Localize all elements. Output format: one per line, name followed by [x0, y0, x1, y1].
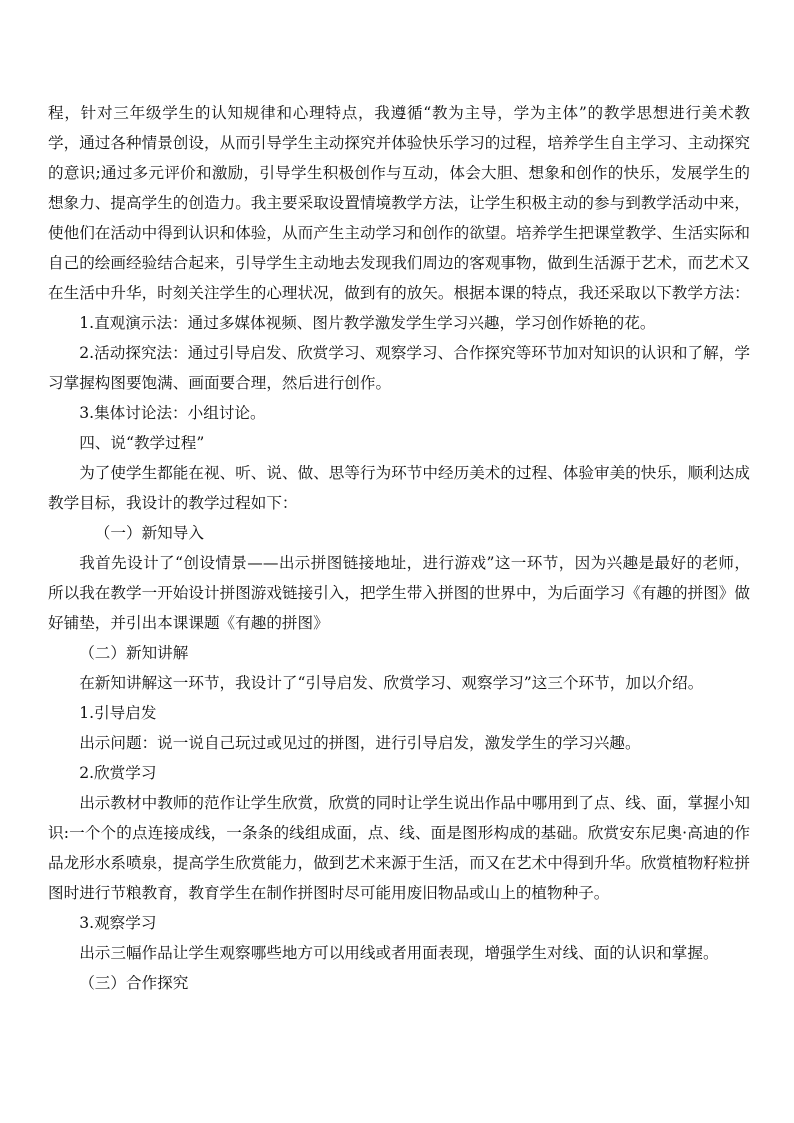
paragraph-observe: 出示三幅作品让学生观察哪些地方可以用线或者用面表现，增强学生对线、面的认识和掌握。	[79, 944, 719, 962]
paragraph-method-2: 2.活动探究法：通过引导启发、欣赏学习、观察学习、合作探究等环节加对知识的认识和了解，学习掌握构图要饱满、画面要合理，然后进行创作。	[48, 344, 750, 392]
paragraph-new-knowledge-explain: 在新知讲解这一环节，我设计了“引导启发、欣赏学习、观察学习”这三个环节，加以介绍。	[79, 674, 704, 692]
paragraph-guide: 出示问题：说一说自己玩过或见过的拼图，进行引导启发，激发学生的学习兴趣。	[79, 734, 641, 752]
paragraph-appreciate: 出示教材中教师的范作让学生欣赏，欣赏的同时让学生说出作品中哪用到了点、线、面，掌握小知识:一个个的点连接成线，一条条的线组成面，点、线、面是图形构成的基础。欣赏安东尼奥·高迪的作品龙形水系喷泉，提高学生欣赏能力，做到艺术来源于生活，而又在艺术中得到升华。欣赏植物籽粒拼图时进行节粮教育，教育学生在制作拼图时尽可能用废旧物品或山上的植物种子。	[48, 794, 750, 902]
item-heading-guide: 1.引导启发	[79, 704, 157, 722]
paragraph-process-intro: 为了使学生都能在视、听、说、做、思等行为环节中经历美术的过程、体验审美的快乐，顺利达成教学目标，我设计的教学过程如下：	[48, 464, 750, 512]
item-heading-appreciate: 2.欣赏学习	[79, 764, 157, 782]
item-heading-observe: 3.观察学习	[79, 914, 157, 932]
subheading-new-knowledge-intro: （一）新知导入	[94, 524, 204, 542]
section-heading-teaching-process: 四、说“教学过程”	[79, 434, 205, 452]
paragraph-teaching-approach: 程，针对三年级学生的认知规律和心理特点，我遵循“教为主导，学为主体”的教学思想进行美术教学，通过各种情景创设，从而引导学生主动探究并体验快乐学习的过程，培养学生自主学习、主动探究的意识;通过多元评价和激励，引导学生积极创作与互动，体会大胆、想象和创作的快乐，发展学生的想象力、提高学生的创造力。我主要采取设置情境教学方法，让学生积极主动的参与到教学活动中来，使他们在活动中得到认识和体验，从而产生主动学习和创作的欲望。培养学生把课堂教学、生活实际和自己的绘画经验结合起来，引导学生主动地去发现我们周边的客观事物，做到生活源于艺术，而艺术又在生活中升华，时刻关注学生的心理状况，做到有的放矢。根据本课的特点，我还采取以下教学方法：	[48, 104, 750, 302]
paragraph-new-knowledge-intro: 我首先设计了“创设情景——出示拼图链接地址，进行游戏”这一环节，因为兴趣是最好的老师，所以我在教学一开始设计拼图游戏链接引入，把学生带入拼图的世界中，为后面学习《有趣的拼图》做好铺垫，并引出本课课题《有趣的拼图》	[48, 554, 750, 632]
paragraph-method-1: 1.直观演示法：通过多媒体视频、图片教学激发学生学习兴趣，学习创作娇艳的花。	[79, 314, 656, 332]
subheading-cooperative-inquiry: （三）合作探究	[79, 974, 189, 992]
subheading-new-knowledge-explain: （二）新知讲解	[79, 644, 189, 662]
paragraph-method-3: 3.集体讨论法：小组讨论。	[79, 404, 266, 422]
document-body	[48, 98, 750, 998]
